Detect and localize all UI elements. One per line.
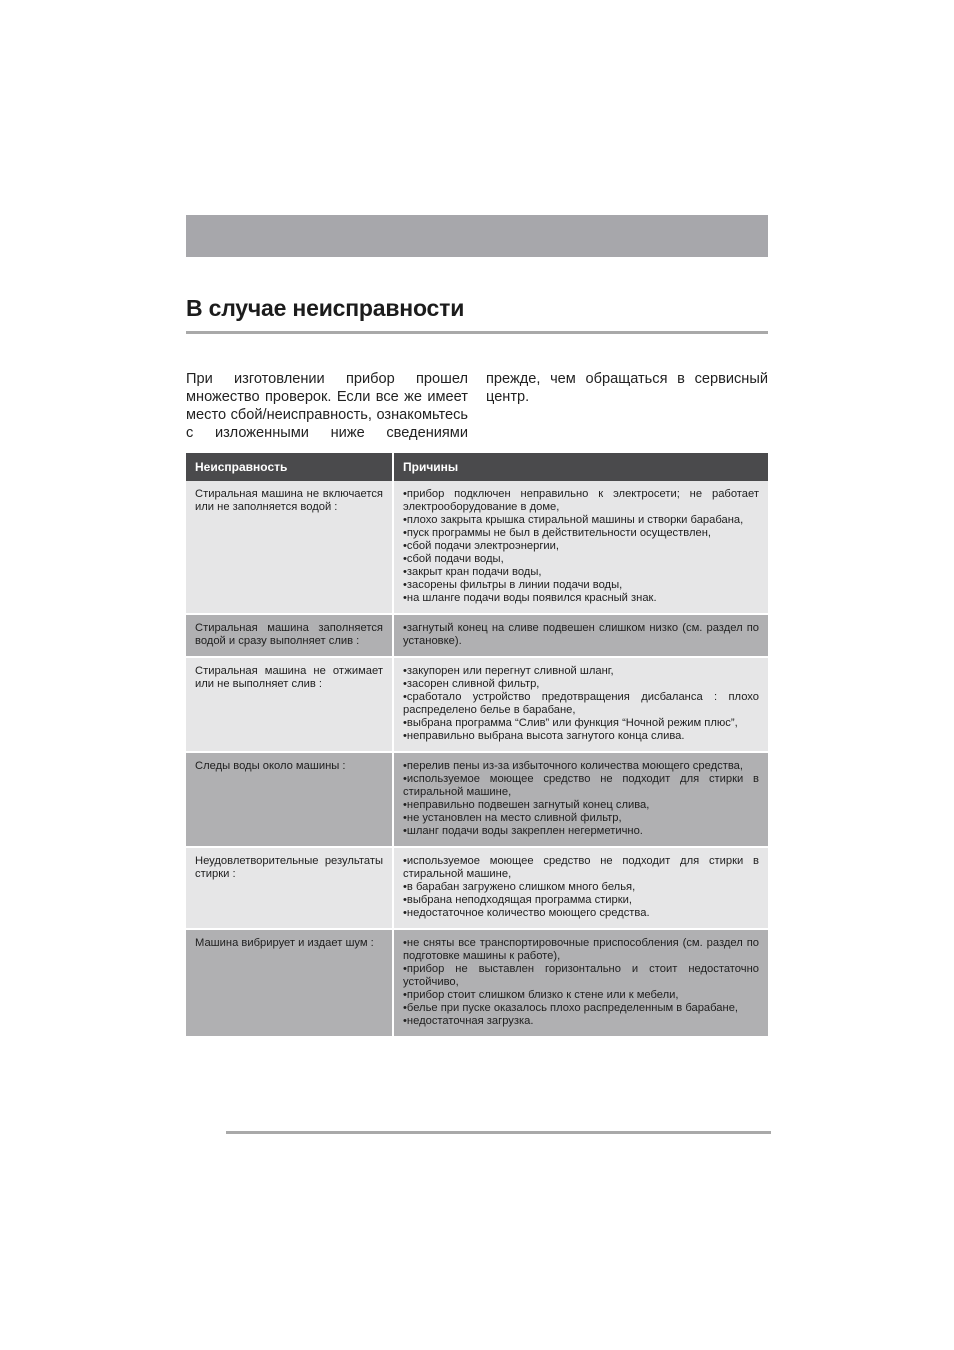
cause-item: •закупорен или перегнут сливной шланг, xyxy=(403,665,614,677)
cause-item: •используемое моющее средство не подходит для стирки в стиральной машине, xyxy=(403,773,759,798)
cause-item: •на шланге подачи воды появился красный знак. xyxy=(403,592,657,604)
header-problem: Неисправность xyxy=(186,453,393,481)
cause-item: •прибор стоит слишком близко к стене или к мебели, xyxy=(403,989,679,1001)
title-underline xyxy=(186,331,768,334)
table-row xyxy=(186,847,768,929)
troubleshooting-table xyxy=(186,453,768,1036)
cause-item: •сбой подачи электроэнергии, xyxy=(403,540,560,552)
header-band xyxy=(186,215,768,257)
cause-item: •закрыт кран подачи воды, xyxy=(403,566,542,578)
cause-item: •сработало устройство предотвращения дисбаланса : плохо распределено белье в барабане, xyxy=(403,691,759,716)
cause-item: •перелив пены из-за избыточного количества моющего средства, xyxy=(403,760,743,772)
cause-item: •выбрана неподходящая программа стирки, xyxy=(403,894,633,906)
problem-cell: Стиральная машина заполняется водой и сразу выполняет слив : xyxy=(186,614,393,657)
cause-item: •используемое моющее средство не подходит для стирки в стиральной машине, xyxy=(403,855,759,880)
problem-cell: Стиральная машина не отжимает или не выполняет слив : xyxy=(186,657,393,752)
cause-item: •прибор подключен неправильно к электросети; не работает электрооборудование в доме, xyxy=(403,488,759,513)
problem-cell: Стиральная машина не включается или не заполняется водой : xyxy=(186,481,393,614)
table-row xyxy=(186,657,768,752)
table-row xyxy=(186,929,768,1036)
causes-cell xyxy=(393,657,768,752)
cause-item: •загнутый конец на сливе подвешен слишком низко (см. раздел по установке). xyxy=(403,622,759,647)
cause-item: •выбрана программа “Слив” или функция “Ночной режим плюс”, xyxy=(403,717,738,729)
cause-item: •засорен сливной фильтр, xyxy=(403,678,540,690)
cause-item: •засорены фильтры в линии подачи воды, xyxy=(403,579,623,591)
header-causes: Причины xyxy=(393,453,768,481)
causes-cell xyxy=(393,847,768,929)
table-row xyxy=(186,481,768,614)
cause-item: •сбой подачи воды, xyxy=(403,553,504,565)
problem-cell: Машина вибрирует и издает шум : xyxy=(186,929,393,1036)
cause-item: •неправильно подвешен загнутый конец слива, xyxy=(403,799,650,811)
cause-item: •белье при пуске оказалось плохо распределенным в барабане, xyxy=(403,1002,739,1014)
footer-rule xyxy=(226,1131,771,1134)
cause-item: •не установлен на место сливной фильтр, xyxy=(403,812,622,824)
causes-cell xyxy=(393,481,768,614)
cause-item: •шланг подачи воды закреплен негерметично. xyxy=(403,825,643,837)
problem-cell: Неудовлетворительные результаты стирки : xyxy=(186,847,393,929)
cause-item: •прибор не выставлен горизонтально и стоит недостаточно устойчиво, xyxy=(403,963,759,988)
intro-text-left: При изготовлении прибор прошел множество проверок. Если все же имеет место сбой/неисправность, ознакомьтесь с изложенными ниже сведениями xyxy=(186,371,468,441)
cause-item: •в барабан загружено слишком много белья, xyxy=(403,881,636,893)
intro-text-right: прежде, чем обращаться в сервисный центр. xyxy=(486,371,768,405)
page-title: В случае неисправности xyxy=(186,295,465,321)
causes-cell xyxy=(393,614,768,657)
cause-item: •недостаточное количество моющего средства. xyxy=(403,907,650,919)
table-header-row xyxy=(186,453,768,481)
problem-cell: Следы воды около машины : xyxy=(186,752,393,847)
table-row xyxy=(186,614,768,657)
causes-cell xyxy=(393,929,768,1036)
table-body xyxy=(186,481,768,1036)
cause-item: •плохо закрыта крышка стиральной машины и створки барабана, xyxy=(403,514,744,526)
cause-item: •пуск программы не был в действительности осуществлен, xyxy=(403,527,711,539)
cause-item: •недостаточная загрузка. xyxy=(403,1015,534,1027)
cause-item: •неправильно выбрана высота загнутого конца слива. xyxy=(403,730,685,742)
causes-cell xyxy=(393,752,768,847)
cause-item: •не сняты все транспортировочные приспособления (см. раздел по подготовке машины к работе), xyxy=(403,937,759,962)
table-row xyxy=(186,752,768,847)
